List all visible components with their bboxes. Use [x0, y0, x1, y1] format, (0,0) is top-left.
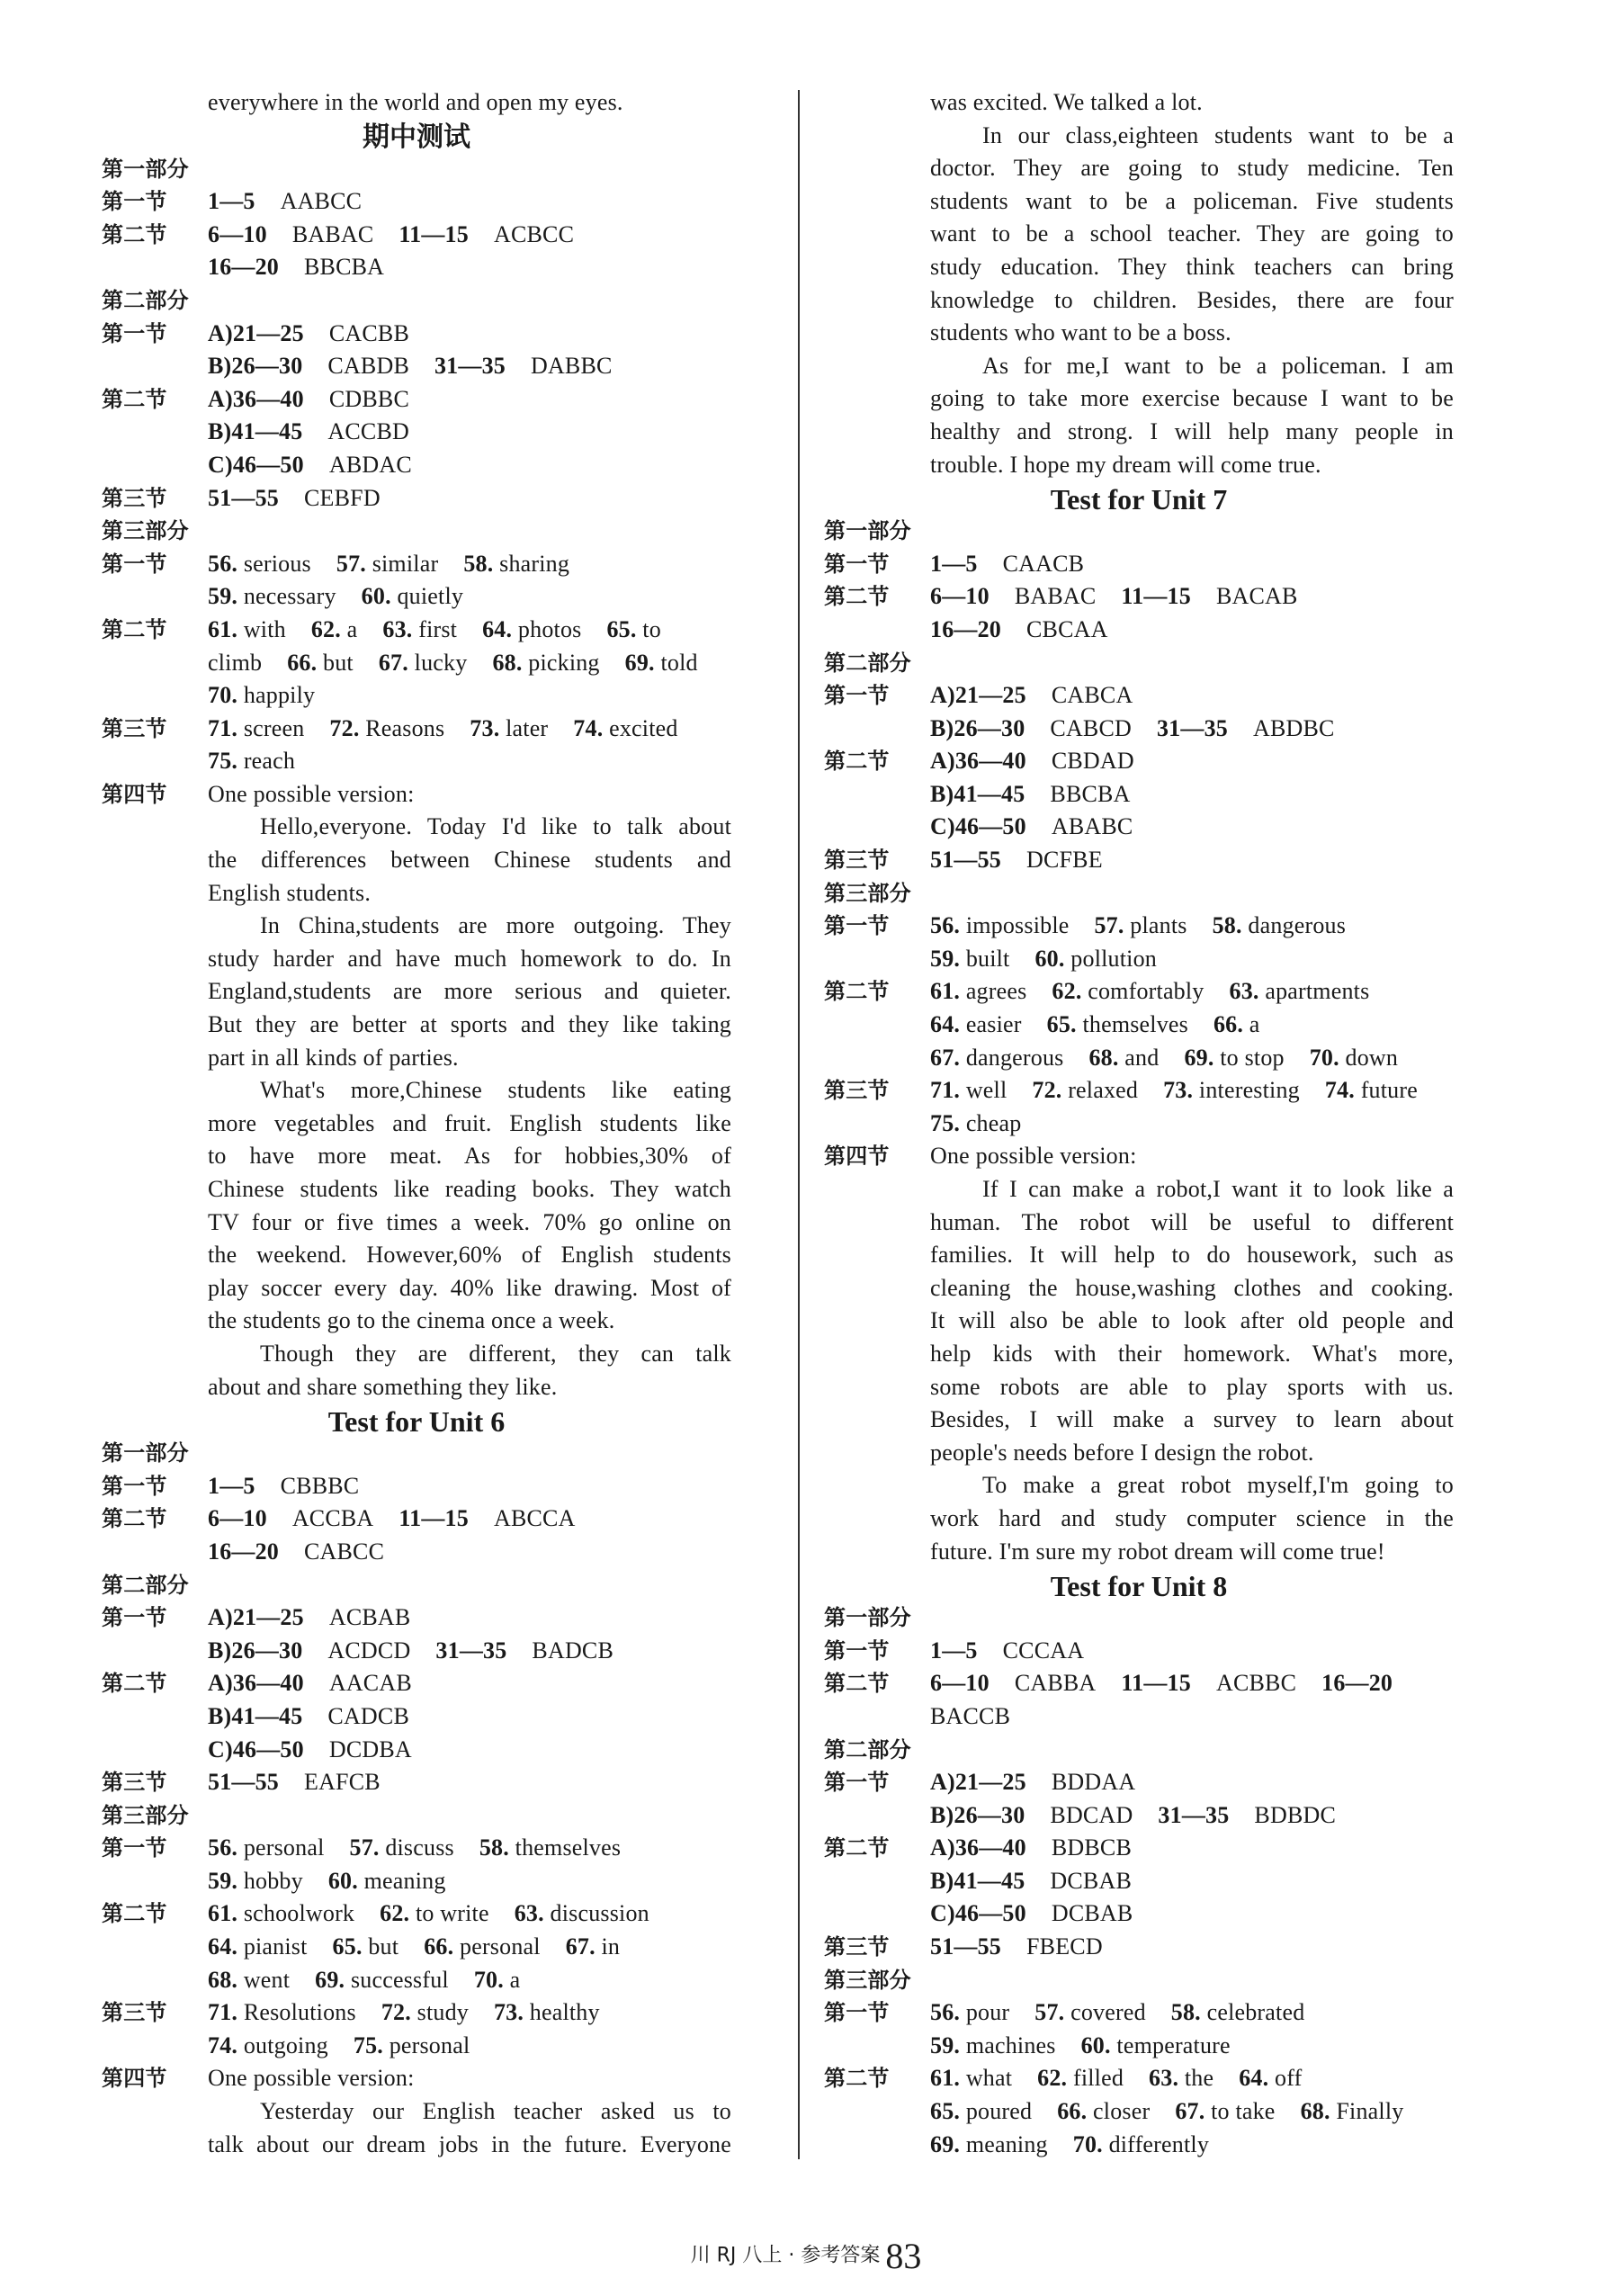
essay-line: play soccer every day. 40% like drawing. Most of	[208, 1274, 731, 1301]
essay-line: the differences between Chinese students and	[208, 847, 731, 874]
essay-line: cleaning the house,washing clothes and cooking.	[930, 1274, 1454, 1301]
answer-row: 70. happily	[208, 682, 316, 709]
answer-row: 第二节 61. with 62. a 63. first 64. photos 65. to	[102, 615, 661, 642]
essay-line: study harder and have much homework to do. In	[208, 945, 731, 972]
answer-row: 第一节 A)21—25 CABCA	[824, 682, 1133, 709]
part-heading: 第二部分	[102, 1572, 189, 1598]
essay-line: about and share something they like.	[208, 1373, 558, 1400]
essay-line: trouble. I hope my dream will come true.	[930, 451, 1321, 478]
part-heading: 第二部分	[824, 650, 911, 676]
essay-line: future. I'm sure my robot dream will come true!	[930, 1538, 1385, 1565]
answer-row: 第一节 A)21—25 BDDAA	[824, 1769, 1136, 1796]
answer-row: 59. hobby 60. meaning	[208, 1867, 446, 1894]
answer-row: 59. machines 60. temperature	[930, 2031, 1231, 2058]
answer-row: 第四节 One possible version:	[824, 1143, 1137, 1170]
part-heading: 第一部分	[102, 1440, 189, 1466]
answer-row: climb 66. but 67. lucky 68. picking 69. told	[208, 649, 698, 676]
essay-line: In our class,eighteen students want to be a	[982, 121, 1454, 148]
answer-row: 74. outgoing 75. personal	[208, 2031, 470, 2058]
answer-row: B)26—30 CABCD 31—35 ABDBC	[930, 714, 1335, 741]
answer-row: B)26—30 BDCAD 31—35 BDBDC	[930, 1801, 1336, 1828]
essay-line: part in all kinds of parties.	[208, 1044, 459, 1071]
answer-row: 第二节 6—10 ACCBA 11—15 ABCCA	[102, 1505, 576, 1532]
essay-line: English students.	[208, 879, 372, 906]
answer-row: 75. reach	[208, 748, 296, 775]
answer-row: 第二节 6—10 CABBA 11—15 ACBBC 16—20	[824, 1670, 1393, 1697]
answer-row: 第三节 51—55 EAFCB	[102, 1769, 381, 1796]
essay-line: Hello,everyone. Today I'd like to talk about	[260, 813, 731, 840]
answer-row: 第一节 56. pour 57. covered 58. celebrated	[824, 1999, 1305, 2026]
essay-line: Though they are different, they can talk	[260, 1340, 731, 1367]
answer-row: 第二节 6—10 BABAC 11—15 BACAB	[824, 583, 1298, 610]
answer-row: 第一节 1—5 AABCC	[102, 188, 363, 215]
answer-row: 16—20 CABCC	[208, 1538, 385, 1565]
part-heading: 第一部分	[824, 1605, 911, 1631]
answer-row: 第二节 A)36—40 CBDAD	[824, 748, 1134, 775]
essay-line: students want to be a policeman. Five students	[930, 187, 1454, 214]
answer-row: 16—20 BBCBA	[208, 254, 385, 281]
essay-line: want to be a school teacher. They are going to	[930, 220, 1454, 247]
answer-row: 第四节 One possible version:	[102, 2065, 415, 2092]
text-line: everywhere in the world and open my eyes.	[208, 89, 623, 115]
essay-line: study education. They think teachers can bring	[930, 253, 1454, 280]
answer-row: B)26—30 ACDCD 31—35 BADCB	[208, 1637, 613, 1664]
answer-row: 59. necessary 60. quietly	[208, 583, 464, 610]
section-title-midterm: 期中测试	[363, 121, 470, 153]
essay-line: In China,students are more outgoing. They	[260, 912, 731, 939]
answer-row: 第一节 56. personal 57. discuss 58. themselves	[102, 1834, 622, 1861]
answer-row: BACCB	[930, 1702, 1011, 1729]
essay-line: To make a great robot myself,I'm going to	[982, 1472, 1454, 1499]
page-footer	[0, 2235, 1612, 2277]
essay-line: some robots are able to play sports with us.	[930, 1373, 1454, 1400]
answer-row: B)41—45 ACCBD	[208, 418, 409, 445]
essay-line: TV four or five times a week. 70% go online on	[208, 1208, 731, 1235]
part-heading: 第三部分	[102, 518, 189, 544]
essay-line: work hard and study computer science in the	[930, 1504, 1454, 1531]
left-column	[102, 86, 731, 2161]
answer-row: 68. went 69. successful 70. a	[208, 1966, 521, 1993]
answer-row: 67. dangerous 68. and 69. to stop 70. down	[930, 1044, 1399, 1071]
page-number: 83	[885, 2236, 922, 2276]
part-heading: 第三部分	[824, 1967, 911, 1993]
answer-row: 第一节 A)21—25 CACBB	[102, 319, 409, 346]
section-title-unit7: Test for Unit 7	[1050, 483, 1228, 516]
answer-row: 第一节 56. serious 57. similar 58. sharing	[102, 550, 570, 577]
essay-line: students who want to be a boss.	[930, 319, 1231, 346]
answer-row: 第二节 A)36—40 BDBCB	[824, 1834, 1132, 1861]
answer-row: 第二节 6—10 BABAC 11—15 ACBCC	[102, 220, 575, 247]
answer-row: 第三节 51—55 DCFBE	[824, 847, 1103, 874]
answer-row: C)46—50 DCDBA	[208, 1735, 412, 1762]
essay-line: If I can make a robot,I want it to look like a	[982, 1176, 1454, 1202]
part-heading: 第二部分	[824, 1736, 911, 1762]
essay-line: But they are better at sports and they like taking	[208, 1011, 731, 1038]
part-heading: 第三部分	[102, 1802, 189, 1828]
answer-row: 第一节 1—5 CAACB	[824, 550, 1085, 577]
essay-line: to have more meat. As for hobbies,30% of	[208, 1143, 731, 1170]
essay-line: the weekend. However,60% of English students	[208, 1242, 731, 1269]
essay-line: knowledge to children. Besides, there are four	[930, 286, 1454, 313]
answer-row: 第二节 61. what 62. filled 63. the 64. off	[824, 2065, 1303, 2092]
essay-line: It will also be able to look after old people and	[930, 1307, 1454, 1334]
essay-line: Besides, I will make a survey to learn about	[930, 1406, 1454, 1433]
essay-line: more vegetables and fruit. English students like	[208, 1109, 731, 1136]
answer-row: 第一节 56. impossible 57. plants 58. dangerous	[824, 912, 1347, 939]
essay-line: help kids with their homework. What's more,	[930, 1340, 1454, 1367]
answer-row: 第二节 61. agrees 62. comfortably 63. apartments	[824, 978, 1370, 1005]
answer-row: B)41—45 BBCBA	[930, 780, 1131, 807]
answer-row: C)46—50 ABDAC	[208, 451, 412, 478]
answer-row: 64. easier 65. themselves 66. a	[930, 1011, 1260, 1038]
essay-line: families. It will help to do housework, such as	[930, 1242, 1454, 1269]
section-title-unit8: Test for Unit 8	[1050, 1570, 1228, 1603]
answer-row: 第三节 71. Resolutions 72. study 73. healthy	[102, 1999, 600, 2026]
part-heading: 第二部分	[102, 287, 189, 313]
answer-row: 第三节 51—55 CEBFD	[102, 484, 381, 511]
essay-line: was excited. We talked a lot.	[930, 89, 1203, 115]
answer-row: 第二节 A)36—40 AACAB	[102, 1670, 412, 1697]
essay-line: What's more,Chinese students like eating	[260, 1077, 731, 1104]
essay-line: Chinese students like reading books. They watch	[208, 1176, 731, 1202]
answer-row: 75. cheap	[930, 1109, 1022, 1136]
answer-row: 69. meaning 70. differently	[930, 2130, 1210, 2157]
answer-row: C)46—50 ABABC	[930, 813, 1133, 840]
essay-line: England,students are more serious and quieter.	[208, 978, 731, 1005]
essay-line: Yesterday our English teacher asked us to	[260, 2098, 731, 2125]
answer-row: 第二节 61. schoolwork 62. to write 63. discussion	[102, 1900, 649, 1927]
essay-line: doctor. They are going to study medicine. Ten	[930, 155, 1454, 182]
essay-line: talk about our dream jobs in the future. Everyone	[208, 2130, 731, 2157]
part-heading: 第一部分	[102, 156, 189, 182]
answer-row: 第三节 71. screen 72. Reasons 73. later 74. excited	[102, 714, 678, 741]
essay-line: As for me,I want to be a policeman. I am	[982, 352, 1454, 379]
answer-row: C)46—50 DCBAB	[930, 1900, 1133, 1927]
part-heading: 第一部分	[824, 518, 911, 544]
part-heading: 第三部分	[824, 880, 911, 906]
answer-row: 16—20 CBCAA	[930, 615, 1108, 642]
answer-row: 第三节 51—55 FBECD	[824, 1933, 1103, 1960]
answer-row: 第一节 1—5 CCCAA	[824, 1637, 1085, 1664]
essay-line: people's needs before I design the robot.	[930, 1439, 1314, 1466]
answer-row: 65. poured 66. closer 67. to take 68. Finally	[930, 2098, 1404, 2125]
answer-row: 第二节 A)36—40 CDBBC	[102, 385, 409, 412]
section-title-unit6: Test for Unit 6	[327, 1405, 506, 1439]
answer-row: 第三节 71. well 72. relaxed 73. interesting 74. future	[824, 1077, 1418, 1104]
answer-row: 第一节 1—5 CBBBC	[102, 1472, 360, 1499]
answer-row: 59. built 60. pollution	[930, 945, 1157, 972]
answer-row: B)41—45 CADCB	[208, 1702, 409, 1729]
answer-row: 第一节 A)21—25 ACBAB	[102, 1604, 411, 1631]
answer-row: 第四节 One possible version:	[102, 780, 415, 807]
footer-label: 川 RJ 八上 · 参考答案	[690, 2244, 881, 2267]
right-column	[824, 86, 1454, 2161]
essay-line: the students go to the cinema once a week.	[208, 1307, 615, 1334]
answer-row: B)26—30 CABDB 31—35 DABBC	[208, 353, 613, 380]
essay-line: healthy and strong. I will help many people in	[930, 417, 1454, 444]
answer-row: B)41—45 DCBAB	[930, 1867, 1132, 1894]
answer-row: 64. pianist 65. but 66. personal 67. in	[208, 1933, 621, 1960]
essay-line: human. The robot will be useful to different	[930, 1208, 1454, 1235]
essay-line: going to take more exercise because I want to be	[930, 385, 1454, 412]
column-divider	[798, 90, 800, 2159]
